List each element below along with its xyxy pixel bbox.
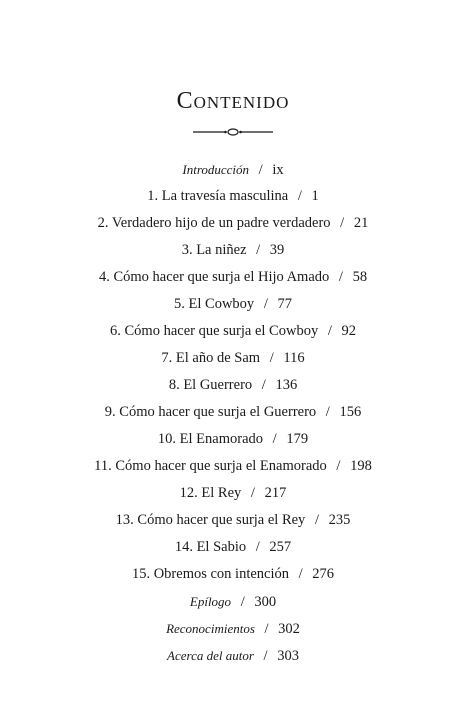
toc-entry-title: 11. Cómo hacer que surja el Enamorado	[94, 458, 327, 474]
toc-separator: /	[336, 458, 341, 474]
toc-entry	[0, 399, 466, 426]
toc-entry-title: 6. Cómo hacer que surja el Cowboy	[110, 323, 319, 339]
toc-entry	[0, 237, 466, 264]
toc-entry-title: 8. El Guerrero	[168, 377, 253, 393]
toc-separator: /	[325, 404, 330, 420]
toc-entry-title: Acerca del autor	[167, 648, 254, 663]
toc-page-number: 1	[311, 188, 319, 204]
toc-entry	[0, 372, 466, 399]
divider-ornament-icon	[191, 127, 275, 137]
toc-separator: /	[298, 566, 303, 582]
toc-page-number: 179	[286, 431, 309, 447]
toc-entry	[0, 453, 466, 480]
toc-separator: /	[258, 162, 263, 178]
toc-page-number: 300	[254, 594, 277, 610]
toc-page-number: ix	[272, 162, 284, 178]
toc-entry-title: 10. El Enamorado	[157, 431, 264, 447]
toc-entry	[0, 534, 466, 561]
toc-page-number: 217	[264, 485, 287, 501]
toc-entry-title: 7. El año de Sam	[161, 350, 261, 366]
toc-entry-title: 5. El Cowboy	[174, 296, 255, 312]
toc-entry-title: 3. La niñez	[181, 242, 247, 258]
toc-entry	[0, 642, 466, 669]
toc-page-number: 116	[283, 350, 305, 366]
toc-separator: /	[338, 269, 343, 285]
toc-separator: /	[240, 594, 245, 610]
toc-separator: /	[256, 242, 261, 258]
toc-entry-title: Introducción	[182, 162, 250, 177]
toc-separator: /	[264, 621, 269, 637]
toc-entry-title: 15. Obremos con intención	[131, 566, 290, 582]
toc-entry	[0, 480, 466, 507]
toc-separator: /	[263, 648, 268, 664]
toc-entry-title: 1. La travesía masculina	[147, 188, 289, 204]
toc-entry	[0, 345, 466, 372]
toc-separator: /	[255, 539, 260, 555]
toc-separator: /	[327, 323, 332, 339]
toc-entry	[0, 588, 466, 615]
toc-page-number: 58	[352, 269, 368, 285]
toc-entry-title: 14. El Sabio	[174, 539, 247, 555]
toc-page-number: 92	[341, 323, 356, 339]
toc-entry	[0, 426, 466, 453]
toc-page-number: 257	[269, 539, 292, 555]
toc-entry-title: 2. Verdadero hijo de un padre verdadero	[97, 215, 331, 231]
toc-entry	[0, 291, 466, 318]
toc-entry	[0, 507, 466, 534]
toc-page-number: 156	[339, 404, 362, 420]
toc-separator: /	[314, 512, 319, 528]
toc-entry-title: 4. Cómo hacer que surja el Hijo Amado	[98, 269, 330, 285]
page-title: Contenido	[176, 88, 290, 114]
toc-separator: /	[269, 350, 274, 366]
toc-separator: /	[250, 485, 255, 501]
toc-page-number: 198	[350, 458, 372, 474]
toc-entry	[0, 318, 466, 345]
toc-page-number: 136	[275, 377, 298, 393]
toc-entry-title: 13. Cómo hacer que surja el Rey	[115, 512, 306, 528]
toc-page-number: 303	[277, 648, 299, 664]
toc-page-number: 21	[353, 215, 369, 231]
toc-separator: /	[263, 296, 268, 312]
toc-page-number: 39	[269, 242, 285, 258]
toc-page-number: 235	[328, 512, 351, 528]
toc-entry	[0, 264, 466, 291]
toc-page-number: 77	[277, 296, 292, 312]
toc-page-number: 302	[278, 621, 300, 637]
toc-entry	[0, 561, 466, 588]
toc-separator: /	[261, 377, 266, 393]
toc-entry-title: 12. El Rey	[179, 485, 242, 501]
toc-page-number: 276	[312, 566, 335, 582]
toc-separator: /	[297, 188, 302, 204]
table-of-contents	[0, 156, 466, 669]
toc-separator: /	[272, 431, 277, 447]
toc-entry-title: 9. Cómo hacer que surja el Guerrero	[104, 404, 317, 420]
toc-entry-title: Reconocimientos	[166, 621, 255, 636]
toc-entry	[0, 210, 466, 237]
toc-entry-title: Epílogo	[189, 594, 232, 609]
toc-separator: /	[340, 215, 345, 231]
toc-entry	[0, 156, 466, 183]
toc-entry	[0, 183, 466, 210]
toc-entry	[0, 615, 466, 642]
